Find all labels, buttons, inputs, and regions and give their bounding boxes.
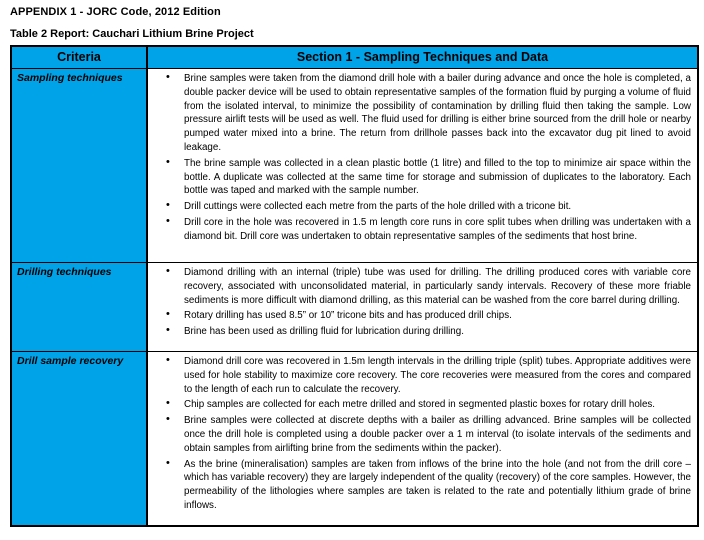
jorc-criteria-table bbox=[10, 45, 699, 527]
bullet-item: • Drill cuttings were collected each metre from the parts of the hole drilled with a tricone bit. bbox=[164, 200, 691, 214]
page-subtitle: Table 2 Report: Cauchari Lithium Brine Project bbox=[10, 28, 254, 40]
bullet-item: • Chip samples are collected for each metre drilled and stored in segmented plastic boxes for rotary drill holes. bbox=[164, 398, 691, 412]
bullet-item: • Rotary drilling has used 8.5” or 10” tricone bits and has produced drill chips. bbox=[164, 309, 691, 323]
table-header-section: Section 1 - Sampling Techniques and Data bbox=[148, 47, 697, 68]
bullet-item: • Diamond drilling with an internal (triple) tube was used for drilling. The drilling produced cores with variable core recovery, associated with unconsolidated material, in particularly sandy intervals. Recovery of these more friable sediments is more difficult with diamond drilling, as this material can be washed from the core barrel during drilling. bbox=[164, 266, 691, 307]
bullet-item: • The brine sample was collected in a clean plastic bottle (1 litre) and filled to the top to minimize air space within the bottle. A duplicate was collected at the same time for storage and submission of duplicates to the laboratory. Each bottle was taped and marked with the sample number. bbox=[164, 157, 691, 198]
bullet-item: • Drill core in the hole was recovered in 1.5 m length core runs in core split tubes when drilling was undertaken with a diamond bit. Drill core was undertaken to obtain representative samples of the sediments that host brine. bbox=[164, 216, 691, 244]
criteria-cell-sampling-techniques: Sampling techniques bbox=[12, 68, 148, 262]
bullet-list bbox=[148, 354, 691, 513]
bullet-item: • Diamond drill core was recovered in 1.5m length intervals in the drilling triple (split) tubes. Appropriate additives were used for hole stability to maximize core recovery. The core recoveries were measured from the cores and compared to the length of each run to calculate the recovery. bbox=[164, 355, 691, 396]
content-cell-drilling-techniques bbox=[148, 262, 697, 351]
bullet-item: • Brine samples were taken from the diamond drill hole with a bailer during advance and once the hole is completed, a double packer device will be used to obtain representative samples of the formation fluid by purging a volume of fluid from the isolated interval, to minimize the possibility of contamination by drilling fluid then taking the sample. Low pressure airlift tests will be used as well. The fluid used for drilling is either brine sourced from the drill hole or nearby pumped water mixed into a brine. The return from drillhole passes back into the excavator dug pit lined to avoid leakage. bbox=[164, 72, 691, 155]
criteria-cell-drilling-techniques: Drilling techniques bbox=[12, 262, 148, 351]
table-header-criteria: Criteria bbox=[12, 47, 148, 68]
bullet-item: • Brine has been used as drilling fluid for lubrication during drilling. bbox=[164, 325, 691, 339]
bullet-list bbox=[148, 71, 691, 244]
criteria-cell-drill-sample-recovery: Drill sample recovery bbox=[12, 351, 148, 525]
content-cell-drill-sample-recovery bbox=[148, 351, 697, 525]
bullet-item: • As the brine (mineralisation) samples are taken from inflows of the brine into the hole (and not from the drill core – which has variable recovery) they are largely independent of the quality (recovery) of the core samples. However, the permeability of the lithologies where samples are taken is related to the rate and potentially lithium grade of brine inflows. bbox=[164, 458, 691, 513]
bullet-list bbox=[148, 265, 691, 339]
content-cell-sampling-techniques bbox=[148, 68, 697, 262]
bullet-item: • Brine samples were collected at discrete depths with a bailer as drilling advanced. Brine samples will be collected once the drill hole is completed using a double packer over a 1 m interval (to isolate intervals of the sediments and obtain samples from airlifting brine from the sediments within the packer). bbox=[164, 414, 691, 455]
page-title: APPENDIX 1 - JORC Code, 2012 Edition bbox=[10, 6, 221, 18]
